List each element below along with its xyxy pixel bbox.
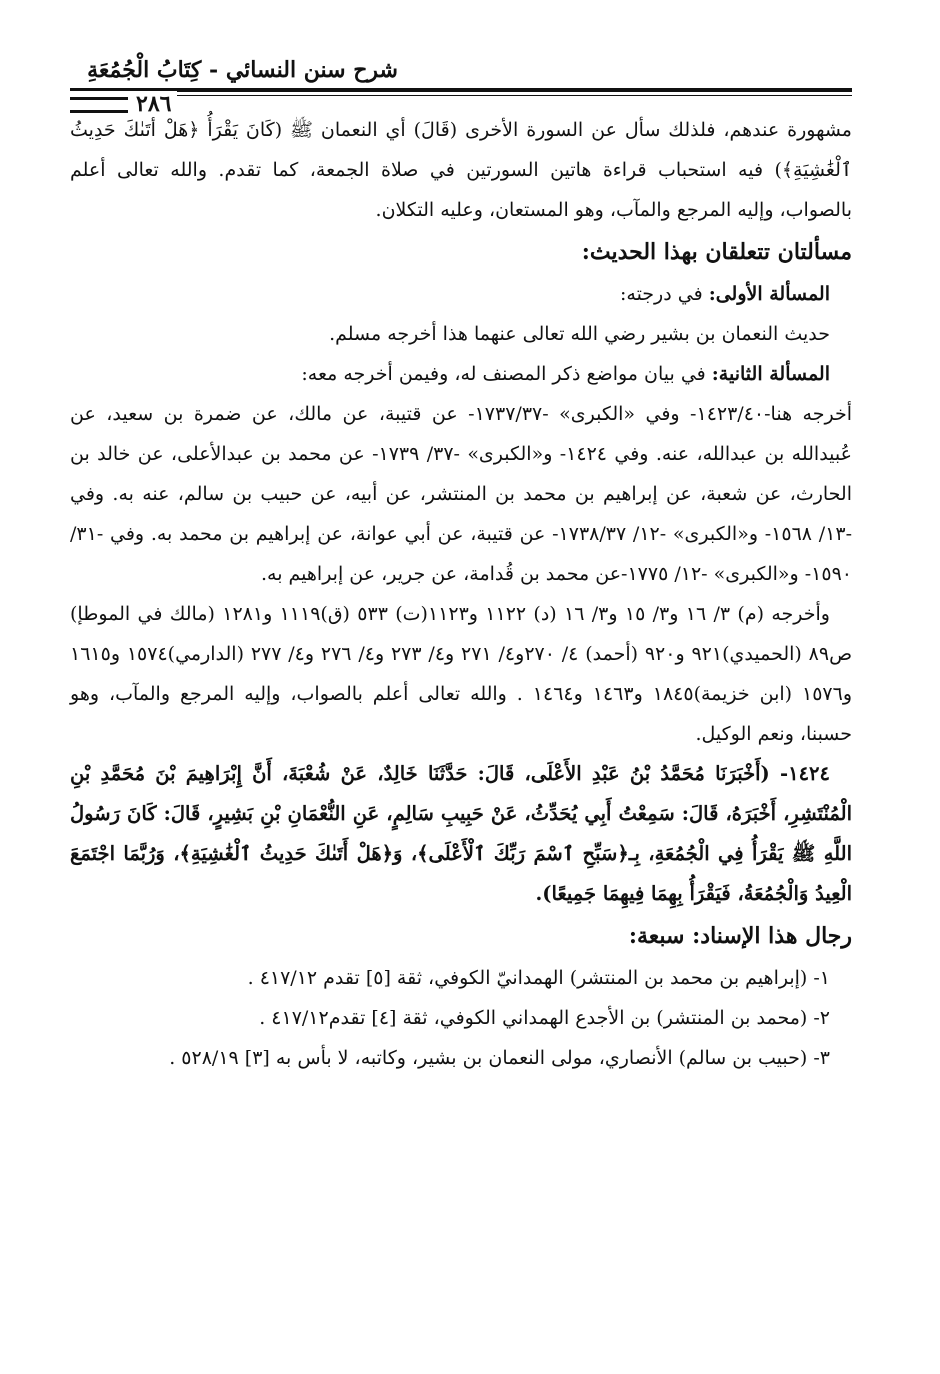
narrator-item: ٣- (حبيب بن سالم) الأنصاري، مولى النعمان بن بشير، وكاتبه، لا بأس به [٣] ٥٢٨/١٩ . (169, 1047, 830, 1069)
issue-one-text: حديث النعمان بن بشير رضي الله تعالى عنهما هذا أخرجه مسلم. (329, 323, 830, 345)
issue-one-heading (70, 274, 852, 314)
page-container (70, 52, 852, 1078)
header-rule (70, 88, 852, 92)
narrator-item: ١- (إبراهيم بن محمد بن المنتشر) الهمدانيّ الكوفي، ثقة [٥] تقدم ٤١٧/١٢ . (247, 967, 830, 989)
running-title: شرح سنن النسائي - كِتَابُ الْجُمُعَةِ (87, 57, 398, 83)
hadith-text: ١٤٢٤- (أَخْبَرَنَا مُحَمَّدُ بْنُ عَبْدِ الأَعْلَى، قَالَ: حَدَّثَنَا خَالِدٌ، عَنْ شُعْبَةَ، أَنَّ إِبْرَاهِيمَ بْنَ مُحَمَّدِ بْنِ الْمُنْتَشِرِ، أَخْبَرَهُ، قَالَ: سَمِعْتُ أَبِي يُحَدِّثُ، عَنْ حَبِيبِ سَالِمٍ، عَنِ النُّعْمَانِ بْنِ بَشِيرٍ، قَالَ: كَانَ رَسُولُ اللَّهِ ﷺ يَقْرَأُ فِي الْجُمُعَةِ، بِـ﴿سَبِّحِ ٱسْمَ رَبِّكَ ٱلْأَعْلَى﴾، وَ﴿هَلْ أَتَىٰكَ حَدِيثُ ٱلْغَٰشِيَةِ﴾، وَرُبَّمَا اجْتَمَعَ الْعِيدُ وَالْجُمُعَةُ، فَيَقْرَأُ بِهِمَا فِيهِمَا جَمِيعًا). (70, 762, 852, 905)
page-body (70, 110, 852, 1078)
page-number: ٢٨٦ (70, 91, 177, 117)
issue-two-heading (70, 354, 852, 394)
issue-one-title: في درجته: (619, 283, 709, 305)
issue-one-label: المسألة الأولى: (708, 283, 830, 305)
heading-two-issues: مسألتان تتعلقان بهذا الحديث: (581, 239, 852, 265)
issue-two-text: أخرجه هنا-١٤٢٣/٤٠- وفي «الكبرى» -١٧٣٧/٣٧- عن قتيبة، عن مالك، عن ضمرة بن سعيد، عن عُبيدالله بن عبدالله، عنه. وفي ١٤٢٤- و«الكبرى» -٣٧/ ١٧٣٩- عن محمد بن عبدالأعلى، عن خالد بن الحارث، عن شعبة، عن إبراهيم بن محمد بن المنتشر، عن أبيه، عن حبيب بن سالم، عنه به. وفي -١٣/ ١٥٦٨- و«الكبرى» -١٢/ ١٧٣٨/٣٧- عن قتيبة، عن أبي عوانة، عن إبراهيم بن محمد به. وفي -٣١/ ١٥٩٠- و«الكبرى» -١٢/ ١٧٧٥-عن محمد بن قُدامة، عن جرير، عن إبراهيم به. (70, 403, 852, 585)
page-header (70, 52, 852, 117)
takhrij-paragraph: وأخرجه (م) ٣/ ١٦ و٣/ ١٥ و٣/ ١٦ (د) ١١٢٢ و١١٢٣(ت) ٥٣٣ (ق)١١١٩ و١٢٨١ (مالك في الموطإ) ص٨٩ (الحميدي)٩٢١ و٩٢٠ (أحمد) ٤/ ٢٧٠و٤/ ٢٧١ و٤/ ٢٧٣ و٤/ ٢٧٦ و٤/ ٢٧٧ (الدارمي)١٥٧٤ و١٦١٥ و١٥٧٦ (ابن خزيمة)١٨٤٥ و١٤٦٣ و١٤٦٤ . والله تعالى أعلم بالصواب، وإليه المرجع والمآب، وهو حسبنا، ونعم الوكيل. (70, 603, 853, 745)
narrator-item: ٢- (محمد بن المنتشر) بن الأجدع الهمداني الكوفي، ثقة [٤] تقدم٤١٧/١٢ . (259, 1007, 830, 1029)
heading-narrators: رجال هذا الإسناد: سبعة: (628, 923, 852, 949)
issue-two-label: المسألة الثانية: (711, 363, 830, 385)
intro-paragraph: مشهورة عندهم، فلذلك سأل عن السورة الأخرى (قَالَ) أي النعمان ﷺ (كَانَ يَقْرَأُ ﴿هَلْ أَتَىٰكَ حَدِيثُ ٱلْغَٰشِيَةِ﴾) فيه استحباب قراءة هاتين السورتين في صلاة الجمعة، كما تقدم. والله تعالى أعلم بالصواب، وإليه المرجع والمآب، وهو المستعان، وعليه التكلان. (70, 119, 852, 221)
header-rule-thin (70, 95, 852, 96)
issue-two-title: في بيان مواضع ذكر المصنف له، وفيمن أخرجه معه: (301, 363, 712, 385)
